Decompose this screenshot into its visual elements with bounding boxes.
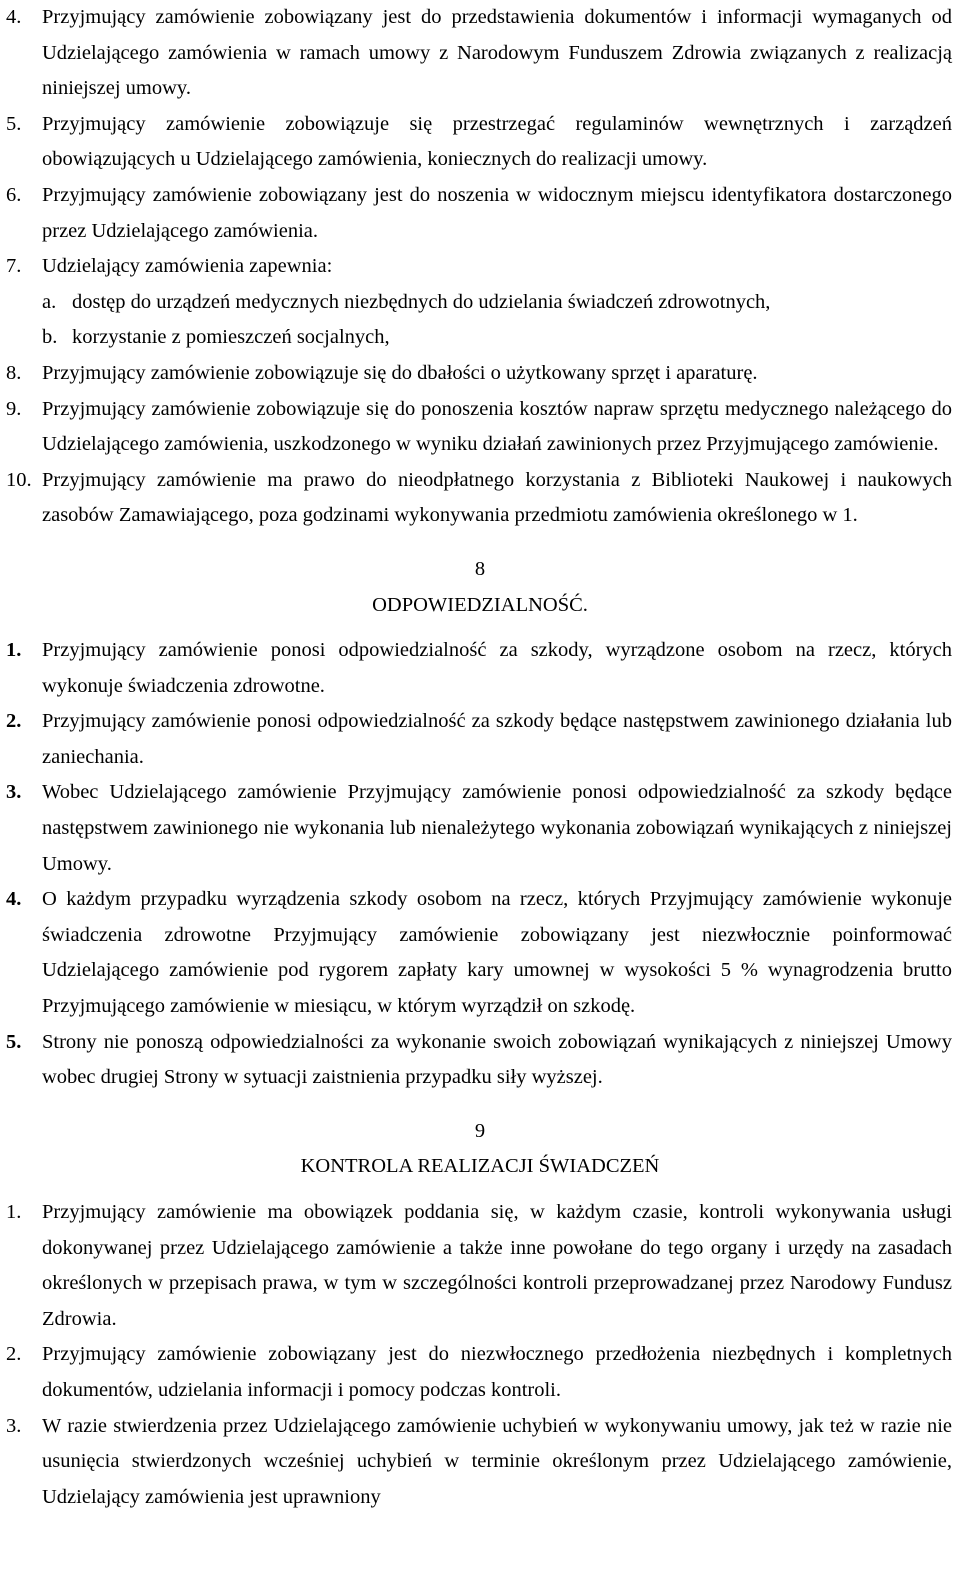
item-text: Strony nie ponoszą odpowiedzialności za wykonanie swoich zobowiązań wynikających z niniejszej Umowy wobec drugiej Strony w sytuacji zaistnienia przypadku siły wyższej. — [42, 1030, 952, 1089]
section-9 — [0, 1114, 960, 1516]
item-number: 8. — [6, 361, 22, 384]
item-text: W razie stwierdzenia przez Udzielającego zamówienie uchybień w wykonywaniu umowy, jak też w razie nie usunięcia stwierdzonych wcześniej uchybień w terminie określonym przez Udzielającego zamówienie, Udzielający zamówienia jest uprawniony — [42, 1414, 952, 1508]
item-number: 3. — [6, 781, 22, 804]
sub-item-text: korzystanie z pomieszczeń socjalnych, — [72, 326, 390, 349]
item-text: Przyjmujący zamówienie zobowiązuje się przestrzegać regulaminów wewnętrznych i zarządzeń obowiązujących u Udzielającego zamówienia, koniecznych do realizacji umowy. — [42, 112, 952, 171]
item-text: O każdym przypadku wyrządzenia szkody osobom na rzecz, których Przyjmujący zamówienie wykonuje świadczenia zdrowotne Przyjmujący zamówienie zobowiązany jest niezwłocznie poinformować Udzielającego zamówienie pod rygorem zapłaty kary umownej w wysokości 5 % wynagrodzenia brutto Przyjmującego zamówienie w miesiącu, w którym wyrządził on szkodę. — [42, 888, 952, 1018]
sub-item-letter: a. — [42, 290, 57, 313]
item-text: Udzielający zamówienia zapewnia: — [42, 255, 333, 278]
sub-item-letter: b. — [42, 326, 58, 349]
list-item — [0, 775, 960, 882]
upper-list — [0, 0, 960, 534]
list-item — [0, 356, 960, 392]
list-item — [0, 463, 960, 534]
list-item — [0, 178, 960, 249]
sub-item-text: dostęp do urządzeń medycznych niezbędnych do udzielania świadczeń zdrowotnych, — [72, 290, 771, 313]
list-item — [0, 704, 960, 775]
item-number: 3. — [6, 1414, 22, 1437]
sub-list-item — [42, 320, 960, 356]
list-item — [0, 1195, 960, 1337]
item-text: Przyjmujący zamówienie ma obowiązek poddania się, w każdym czasie, kontroli wykonywania usługi dokonywanej przez Udzielającego zamówienie a także inne powołane do tego organy i urzędy na zasadach określonych w przepisach prawa, w tym w szczególności kontroli przeprowadzanej przez Narodowy Fundusz Zdrowia. — [42, 1201, 952, 1330]
item-number: 1. — [6, 639, 22, 662]
item-number: 1. — [6, 1201, 22, 1223]
item-number: 5. — [6, 1030, 22, 1053]
item-text: Przyjmujący zamówienie zobowiązany jest do przedstawienia dokumentów i informacji wymaganych od Udzielającego zamówienia w ramach umowy z Narodowym Funduszem Zdrowia związanych z realizacją niniejszej umowy. — [42, 6, 952, 100]
list-item — [0, 882, 960, 1024]
item-text: Przyjmujący zamówienie ma prawo do nieodpłatnego korzystania z Biblioteki Naukowej i naukowych zasobów Zamawiającego, poza godzinami wykonywania przedmiotu zamówienia określonego w 1. — [42, 468, 952, 527]
item-number: 4. — [6, 888, 22, 911]
list-item — [0, 392, 960, 463]
section-title: ODPOWIEDZIALNOŚĆ. — [372, 593, 588, 616]
item-number: 10. — [6, 468, 32, 491]
list-item — [0, 0, 960, 107]
item-text: Przyjmujący zamówienie zobowiązuje się do dbałości o użytkowany sprzęt i aparaturę. — [42, 361, 758, 384]
list-item — [0, 1409, 960, 1516]
item-text: Wobec Udzielającego zamówienie Przyjmujący zamówienie ponosi odpowiedzialność za szkody będące następstwem zawinionego nie wykonania lub nienależytego wykonania zobowiązań wynikających z niniejszej Umowy. — [42, 781, 952, 875]
item-text: Przyjmujący zamówienie ponosi odpowiedzialność za szkody, wyrządzone osobom na rzecz, których wykonuje świadczenia zdrowotne. — [42, 639, 952, 697]
item-text: Przyjmujący zamówienie zobowiązany jest do niezwłocznego przedłożenia niezbędnych i kompletnych dokumentów, udzielania informacji i pomocy podczas kontroli. — [42, 1343, 952, 1401]
item-number: 2. — [6, 1343, 22, 1366]
item-number: 7. — [6, 255, 22, 278]
item-text: Przyjmujący zamówienie zobowiązany jest do noszenia w widocznym miejscu identyfikatora dostarczonego przez Udzielającego zamówienia. — [42, 183, 952, 242]
item-text: Przyjmujący zamówienie ponosi odpowiedzialność za szkody będące następstwem zawinionego działania lub zaniechania. — [42, 710, 952, 768]
list-item — [0, 1025, 960, 1096]
section-number: 8 — [474, 557, 486, 580]
item-number: 4. — [6, 6, 22, 28]
item-number: 6. — [6, 183, 22, 206]
section-title: KONTROLA REALIZACJI ŚWIADCZEŃ — [300, 1155, 660, 1178]
item-number: 2. — [6, 710, 22, 733]
item-number: 5. — [6, 112, 22, 135]
item-number: 9. — [6, 397, 22, 420]
list-item — [0, 249, 960, 285]
section-8 — [0, 552, 960, 1096]
sub-list-item — [42, 285, 960, 321]
list-item — [0, 1337, 960, 1408]
list-item — [0, 633, 960, 704]
section-number: 9 — [474, 1119, 486, 1142]
item-text: Przyjmujący zamówienie zobowiązuje się do ponoszenia kosztów napraw sprzętu medycznego należącego do Udzielającego zamówienia, uszkodzonego w wyniku działań zawinionych przez Przyjmującego zamówienie. — [42, 397, 952, 456]
list-item — [0, 107, 960, 178]
